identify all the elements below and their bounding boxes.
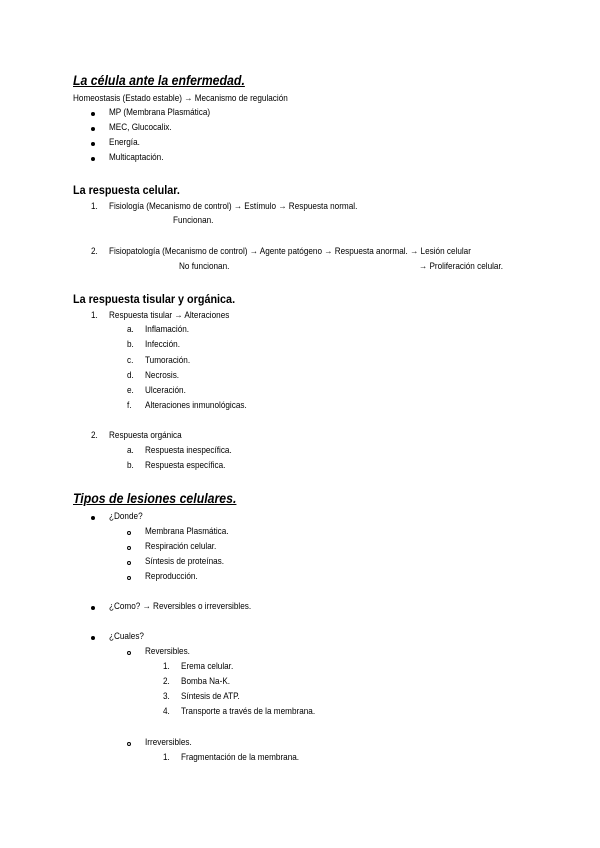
sub-list-item: Membrana Plasmática. [145,526,229,537]
list-number: 1. [163,752,170,763]
bullet [91,112,95,116]
list-item-note: No funcionan. [179,261,230,272]
list-item: Energía. [109,137,140,148]
nested-list-item: Síntesis de ATP. [181,691,240,702]
sub-list-item: Ulceración. [145,385,186,396]
sub-bullet [127,546,131,550]
sub-list-item: Respuesta inespecífica. [145,445,232,456]
sub-bullet [127,561,131,565]
list-item-note: Funcionan. [173,215,214,226]
list-item: MP (Membrana Plasmática) [109,107,211,118]
list-item: ¿Donde? [109,511,143,522]
sub-list-item: Respiración celular. [145,541,217,552]
sub-list-item: Infección. [145,339,180,350]
list-letter: f. [127,400,132,411]
list-letter: a. [127,445,134,456]
list-item: Respuesta tisular → Alteraciones [109,310,230,321]
list-item: Fisiopatología (Mecanismo de control) → Agente patógeno → Respuesta anormal. → Lesión celular [109,246,471,257]
bullet [91,516,95,520]
sub-list-item: Necrosis. [145,370,180,381]
intro-line: Homeostasis (Estado estable) → Mecanismo de regulación [73,93,288,104]
sub-list-item: Reproducción. [145,571,198,582]
list-letter: d. [127,370,134,381]
list-number: 2. [91,430,98,441]
bullet [91,127,95,131]
list-item: Respuesta orgánica [109,430,182,441]
sub-bullet [127,742,131,746]
sub-list-item: Inflamación. [145,324,190,335]
bullet [91,636,95,640]
nested-list-item: Fragmentación de la membrana. [181,752,300,763]
bullet [91,142,95,146]
bullet [91,606,95,610]
list-number: 4. [163,706,170,717]
list-item: MEC, Glucocalix. [109,122,172,133]
sub-list-item: Irreversibles. [145,737,192,748]
list-number: 2. [91,246,98,257]
nested-list-item: Transporte a través de la membrana. [181,706,316,717]
list-letter: b. [127,339,134,350]
nested-list-item: Erema celular. [181,661,234,672]
list-number: 3. [163,691,170,702]
list-item: ¿Como? → Reversibles o irreversibles. [109,601,252,612]
bullet [91,157,95,161]
sub-list-item: Reversibles. [145,646,190,657]
list-number: 2. [163,676,170,687]
list-item: ¿Cuales? [109,631,144,642]
sub-list-item: Respuesta específica. [145,460,226,471]
list-item: Multicaptación. [109,152,164,163]
sub-bullet [127,531,131,535]
sub-list-item: Síntesis de proteínas. [145,556,225,567]
list-letter: c. [127,355,134,366]
section-heading: La respuesta tisular y orgánica. [73,292,236,306]
list-letter: e. [127,385,134,396]
nested-list-item: Bomba Na-K. [181,676,231,687]
sub-list-item: Tumoración. [145,355,191,366]
list-number: 1. [91,201,98,212]
page-title: La célula ante la enfermedad. [73,72,245,88]
list-letter: a. [127,324,134,335]
sub-list-item: Alteraciones inmunológicas. [145,400,247,411]
list-number: 1. [91,310,98,321]
section-heading: La respuesta celular. [73,183,180,197]
section-title: Tipos de lesiones celulares. [73,490,237,506]
list-item: Fisiología (Mecanismo de control) → Estímulo → Respuesta normal. [109,201,358,212]
list-letter: b. [127,460,134,471]
sub-bullet [127,576,131,580]
list-number: 1. [163,661,170,672]
list-item-note: → Proliferación celular. [419,261,504,272]
sub-bullet [127,651,131,655]
